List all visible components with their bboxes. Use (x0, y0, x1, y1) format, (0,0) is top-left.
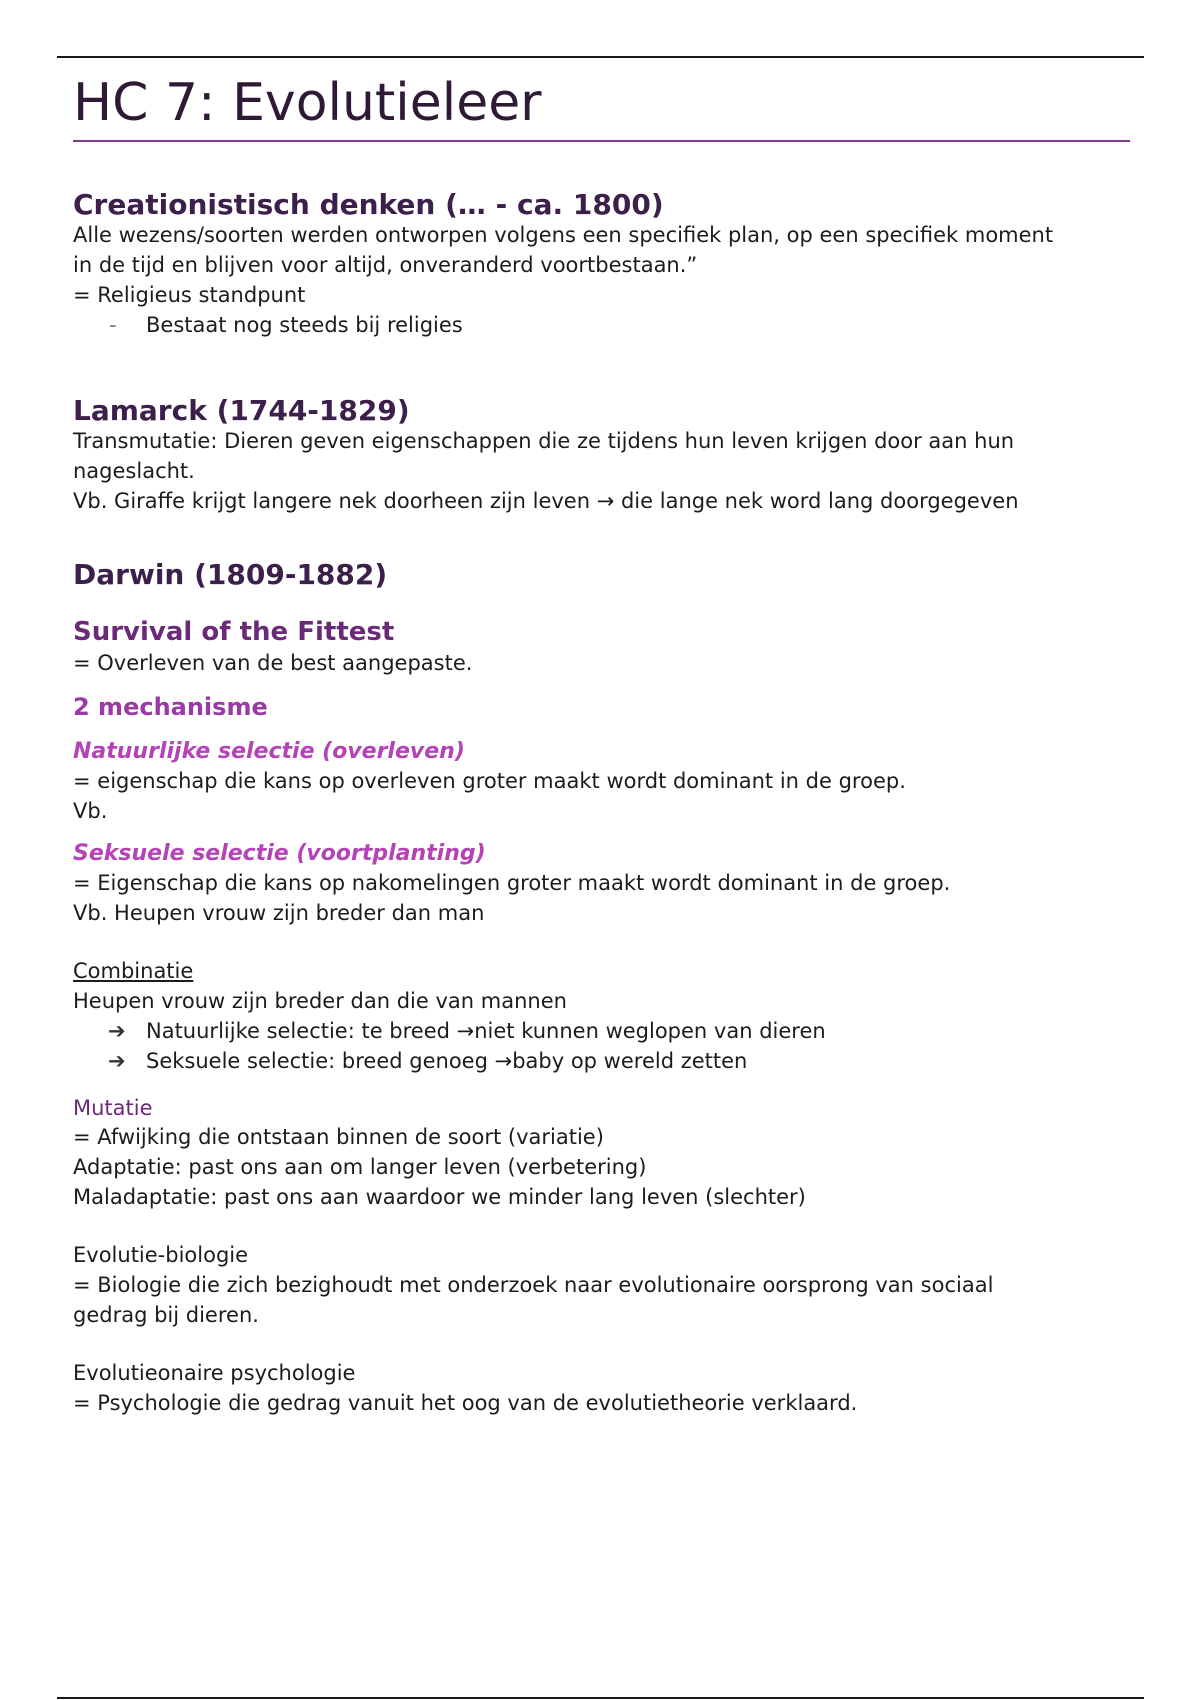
heading-creationism: Creationistisch denken (… - ca. 1800) (73, 188, 664, 221)
heading-lamarck: Lamarck (1744-1829) (73, 394, 410, 427)
evobio-text-2: gedrag bij dieren. (73, 1303, 259, 1327)
combination-item (73, 1046, 1130, 1076)
arrow-bullet-icon: ➔ (108, 1019, 126, 1043)
natural-text-1: = eigenschap die kans op overleven groter maakt wordt dominant in de groep. (73, 769, 906, 793)
evopsy-text-1: = Psychologie die gedrag vanuit het oog van de evolutietheorie verklaard. (73, 1391, 858, 1415)
sexual-text-2: Vb. Heupen vrouw zijn breder dan man (73, 901, 485, 925)
lamarck-text-1: Transmutatie: Dieren geven eigenschappen die ze tijdens hun leven krijgen door aan hun (73, 429, 1015, 453)
combination-item-text: Natuurlijke selectie: te breed →niet kunnen weglopen van dieren (146, 1019, 826, 1043)
creation-bullet-text: Bestaat nog steeds bij religies (146, 313, 463, 337)
document-page (73, 72, 1130, 1418)
sexual-text-1: = Eigenschap die kans op nakomelingen groter maakt wordt dominant in de groep. (73, 871, 951, 895)
heading-evolution-biology: Evolutie-biologie (73, 1243, 249, 1267)
heading-combination: Combinatie (73, 959, 194, 983)
mutation-text-2: Adaptatie: past ons aan om langer leven (verbetering) (73, 1155, 647, 1179)
creation-text-1: Alle wezens/soorten werden ontworpen volgens een specifiek plan, op een specifiek moment (73, 223, 1054, 247)
heading-mutation: Mutatie (73, 1096, 153, 1120)
survival-text: = Overleven van de best aangepaste. (73, 651, 473, 675)
creation-text-2: in de tijd en blijven voor altijd, onveranderd voortbestaan.” (73, 253, 698, 277)
bottom-rule (57, 1697, 1144, 1699)
heading-natural-selection: Natuurlijke selectie (overleven) (73, 739, 465, 764)
lamarck-text-2: nageslacht. (73, 459, 195, 483)
heading-darwin: Darwin (1809-1882) (73, 558, 388, 591)
natural-text-2: Vb. (73, 799, 108, 823)
heading-evolutionary-psychology: Evolutieonaire psychologie (73, 1361, 356, 1385)
page-title: HC 7: Evolutieleer (73, 72, 1130, 142)
combination-item (73, 1016, 1130, 1046)
heading-mechanism: 2 mechanisme (73, 693, 268, 721)
heading-sexual-selection: Seksuele selectie (voortplanting) (73, 841, 486, 866)
dash-bullet-marker: - (109, 313, 117, 337)
combination-text: Heupen vrouw zijn breder dan die van mannen (73, 989, 567, 1013)
creation-bullet (73, 310, 1130, 340)
heading-survival: Survival of the Fittest (73, 617, 395, 647)
mutation-text-1: = Afwijking die ontstaan binnen de soort (variatie) (73, 1125, 604, 1149)
top-rule (57, 56, 1144, 58)
evobio-text-1: = Biologie die zich bezighoudt met onderzoek naar evolutionaire oorsprong van sociaal (73, 1273, 994, 1297)
lamarck-text-3: Vb. Giraffe krijgt langere nek doorheen zijn leven → die lange nek word lang doorgegeven (73, 489, 1019, 513)
arrow-bullet-icon: ➔ (108, 1049, 126, 1073)
mutation-text-3: Maladaptatie: past ons aan waardoor we minder lang leven (slechter) (73, 1185, 806, 1209)
creation-text-3: = Religieus standpunt (73, 283, 306, 307)
combination-item-text: Seksuele selectie: breed genoeg →baby op wereld zetten (146, 1049, 748, 1073)
